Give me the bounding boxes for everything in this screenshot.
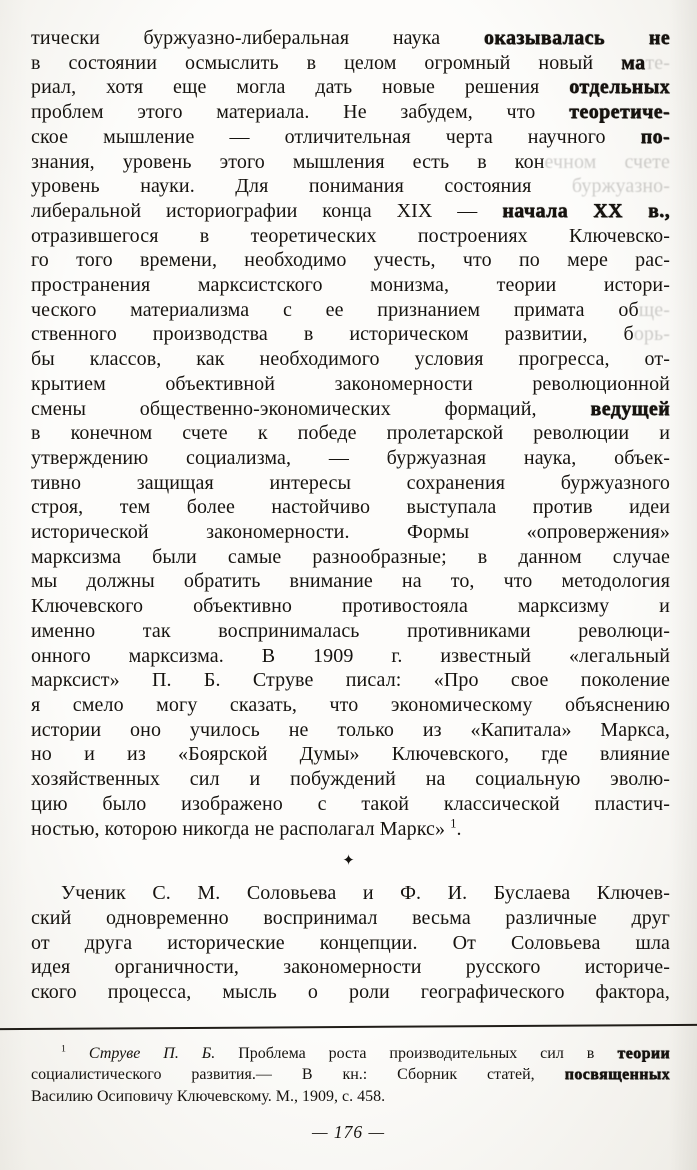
- text-segment: проблем этого материала. Не забудем, что: [31, 101, 570, 124]
- text-segment: риал, хотя еще могла дать новые решения: [31, 76, 570, 99]
- text-segment: смены общественно-экономических формаций,: [31, 397, 591, 420]
- text-segment: ского процесса, мысль о роли географического фактора,: [31, 981, 670, 1004]
- text-segment: в конечном счете к победе пролетарской революции и: [31, 422, 670, 445]
- text-line: [31, 569, 670, 594]
- text-segment: Василию Осиповичу Ключевскому. М., 1909, с. 458.: [31, 1087, 386, 1105]
- text-line: [31, 817, 670, 842]
- text-segment: ственного производства в историческом развитии, б: [31, 323, 634, 346]
- text-segment: ческого материализма с ее признанием примата об: [31, 298, 639, 321]
- text-line: [31, 955, 670, 980]
- text-segment: ще-: [638, 298, 670, 321]
- text-segment: от друга исторические концепции. От Соловьева шла: [31, 931, 670, 954]
- text-line: [31, 322, 670, 347]
- text-segment: по-: [640, 125, 670, 148]
- text-segment: ечном счете: [544, 150, 670, 173]
- text-line: [31, 1043, 670, 1065]
- text-line: [31, 619, 670, 644]
- text-segment: го того времени, необходимо учесть, что по мере рас-: [31, 249, 670, 272]
- text-segment: ностью, которою никогда не располагал Маркс»: [31, 817, 451, 840]
- text-segment: истории оно училось не только из «Капитала» Маркса,: [31, 718, 670, 741]
- text-segment: утверждению социализма, — буржуазная наука, объек-: [31, 446, 670, 469]
- text-line: [31, 931, 670, 956]
- text-segment: я смело могу сказать, что экономическому объяснению: [31, 693, 670, 716]
- text-line: [31, 520, 670, 545]
- text-segment: буржуазно-: [571, 175, 670, 198]
- footnote-marker: 1: [450, 815, 457, 830]
- text-segment: крытием объективной закономерности революционной: [31, 372, 670, 395]
- text-segment: социалистического развития.— В кн.: Сборник статей,: [31, 1066, 565, 1084]
- text-segment: отразившегося в теоретических построениях Ключевско-: [31, 224, 670, 247]
- text-segment: Ученик С. М. Соловьева и Ф. И. Буслаева Ключев-: [61, 882, 670, 905]
- text-line: [31, 26, 670, 51]
- text-line: [31, 51, 670, 76]
- text-segment: марксист» П. Б. Струве писал: «Про свое поколение: [31, 669, 670, 692]
- footnote-marker: 1: [61, 1043, 66, 1055]
- text-line: [31, 199, 670, 224]
- text-line: [31, 446, 670, 471]
- text-segment: хозяйственных сил и побуждений на социальную эволю-: [31, 768, 670, 791]
- diamond-ornament-icon: ✦: [342, 853, 355, 870]
- text-line: [31, 174, 670, 199]
- footnote: [0, 1043, 697, 1108]
- text-line: [31, 125, 670, 150]
- text-line: [31, 471, 670, 496]
- text-line: [31, 495, 670, 520]
- text-line: [31, 347, 670, 372]
- text-line: [31, 397, 670, 422]
- text-line: [31, 248, 670, 273]
- text-segment: посвященных: [564, 1066, 670, 1084]
- text-segment: [66, 1045, 89, 1062]
- text-segment: уровень науки. Для понимания состояния: [31, 175, 572, 198]
- text-segment: ма: [621, 51, 646, 74]
- text-line: [31, 644, 670, 669]
- text-segment: именно так воспринималась противниками революци-: [31, 619, 670, 642]
- text-segment: Струве П. Б.: [88, 1044, 216, 1062]
- text-line: [31, 75, 670, 100]
- text-segment: в состоянии осмыслить в целом огромный новый: [31, 51, 622, 74]
- text-segment: исторической закономерности. Формы «опровержения»: [31, 521, 670, 544]
- text-segment: Проблема роста производительных сил в: [215, 1044, 618, 1062]
- text-segment: онного марксизма. В 1909 г. известный «легальный: [31, 644, 670, 667]
- text-line: [31, 100, 670, 125]
- footnote-rule: [0, 1024, 697, 1030]
- text-line: [31, 545, 670, 570]
- text-line: [31, 980, 670, 1005]
- text-line: [31, 1064, 670, 1086]
- text-segment: Ключевского объективно противостояла марксизму и: [31, 595, 670, 618]
- text-segment: тивно защищая интересы сохранения буржуазного: [31, 471, 670, 494]
- text-segment: марксизма были самые разнообразные; в данном случае: [31, 545, 670, 568]
- text-segment: теоретиче-: [569, 101, 670, 124]
- text-segment: цию было изображено с такой классической пластич-: [31, 792, 670, 815]
- text-segment: орь-: [633, 323, 670, 346]
- text-line: [31, 594, 670, 619]
- text-segment: пространения марксистского монизма, теории истори-: [31, 274, 670, 297]
- text-segment: отдельных: [569, 76, 670, 99]
- text-segment: ведущей: [590, 397, 670, 420]
- text-line: [31, 693, 670, 718]
- text-line: [31, 298, 670, 323]
- text-line: [31, 224, 670, 249]
- text-segment: идея органичности, закономерности русского историче-: [31, 956, 670, 979]
- section-divider: [0, 841, 697, 881]
- page-number: — 176 —: [311, 1122, 386, 1143]
- text-line: [31, 372, 670, 397]
- text-segment: либеральной историографии конца XIX —: [31, 199, 503, 222]
- text-segment: .: [456, 817, 462, 840]
- text-segment: тически буржуазно-либеральная наука: [31, 27, 484, 49]
- text-line: [31, 421, 670, 446]
- text-line: [31, 273, 670, 298]
- text-segment: ский одновременно воспринимал весьма различные друг: [31, 906, 670, 929]
- text-line: [31, 150, 670, 175]
- text-segment: бы классов, как необходимого условия прогресса, от-: [31, 348, 670, 371]
- text-segment: строя, тем более настойчиво выступала против идеи: [31, 496, 670, 519]
- text-segment: мы должны обратить внимание на то, что методология: [31, 570, 670, 593]
- text-segment: теории: [617, 1044, 671, 1062]
- text-line: [31, 906, 670, 931]
- text-line: [31, 792, 670, 817]
- text-line: [31, 767, 670, 792]
- text-line: [31, 742, 670, 767]
- text-segment: те-: [645, 51, 670, 74]
- text-line: [31, 668, 670, 693]
- text-segment: оказывалась не: [483, 27, 670, 49]
- text-line: [31, 718, 670, 743]
- text-segment: ское мышление — отличительная черта научного: [31, 125, 641, 148]
- text-line: [31, 881, 670, 906]
- text-line: [31, 1086, 670, 1108]
- text-segment: начала XX в.,: [502, 199, 670, 222]
- text-segment: но и из «Боярской Думы» Ключевского, где влияние: [31, 743, 670, 766]
- paragraph-second: [0, 881, 697, 1005]
- text-segment: знания, уровень этого мышления есть в кон: [31, 150, 545, 173]
